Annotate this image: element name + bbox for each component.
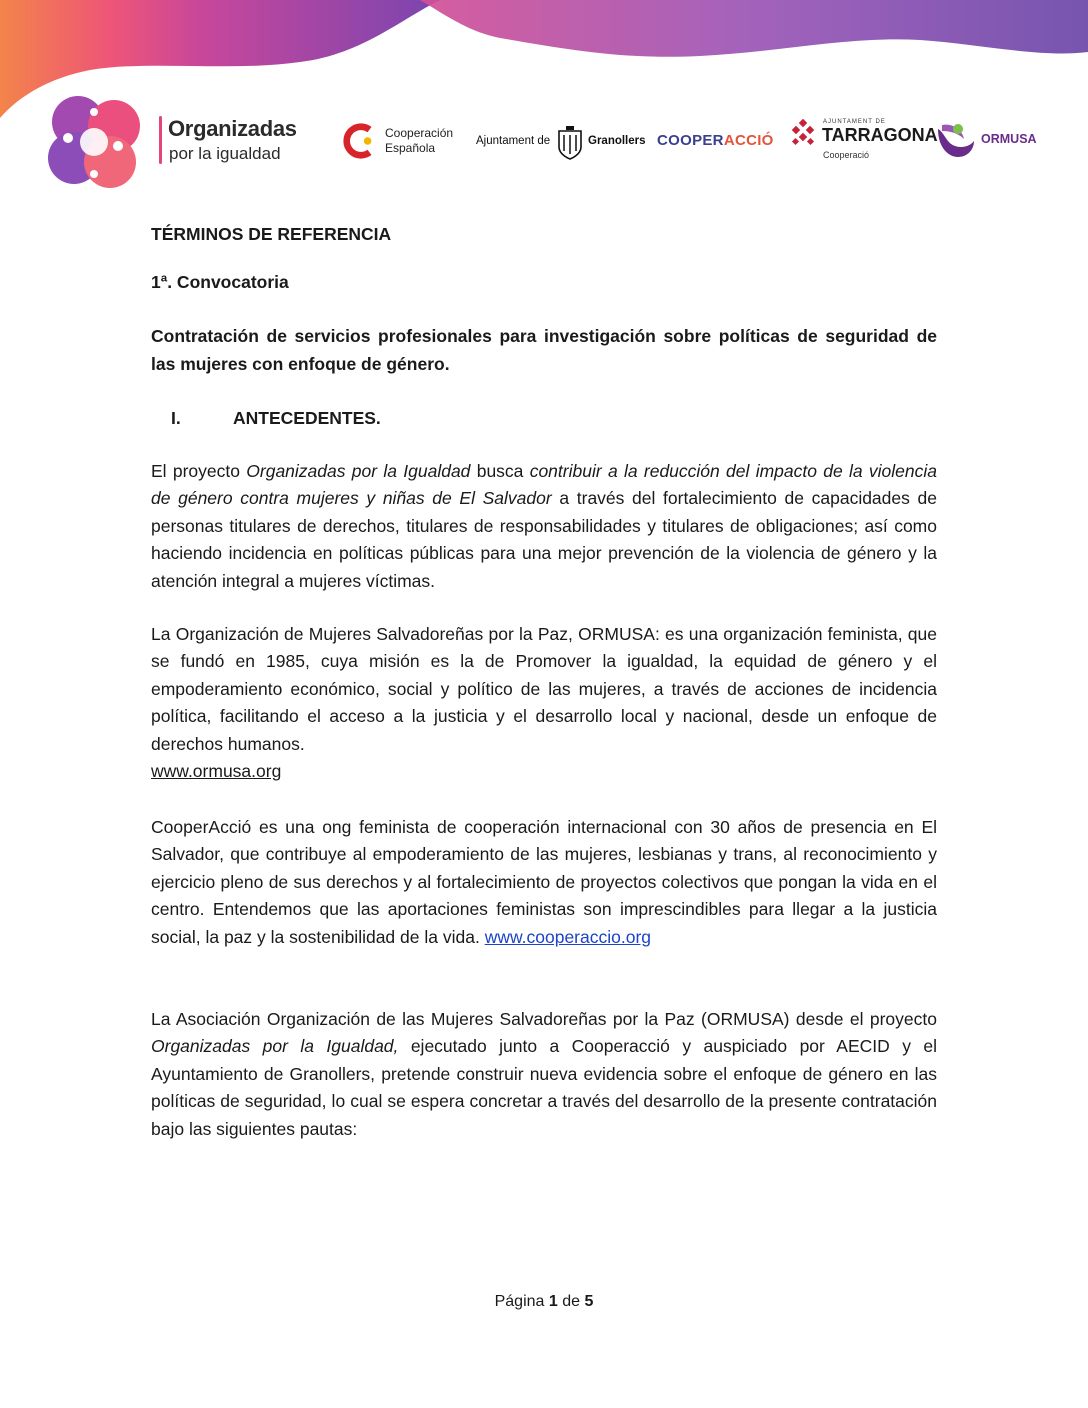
granollers-right-text: Granollers [588, 135, 646, 147]
ormusa-logo [934, 119, 1054, 163]
paragraph-ormusa [151, 621, 937, 785]
logo-divider [159, 116, 162, 164]
logo-title: Organizadas [168, 116, 297, 141]
doc-title: TÉRMINOS DE REFERENCIA [151, 224, 392, 244]
doc-convocatoria: 1ª. Convocatoria [151, 272, 289, 292]
p4-text-2: ejecutado junto a Cooperacció y auspiciado por AECID y el Ayuntamiento de Granollers, pretende construir nueva evidencia sobre el enfoque de género en las políticas de seguridad, lo cual se espera concretar a través del desarrollo de la presente contratación bajo las siguientes pautas: [151, 1036, 937, 1139]
p2-text: La Organización de Mujeres Salvadoreñas por la Paz, ORMUSA: es una organización feminista, que se fundó en 1985, cuya misión es la de Promover la igualdad, la equidad de género y el empoderamiento económico, social y político de las mujeres, a través de acciones de incidencia política, facilitando el acceso a la justicia y el desarrollo local y nacional, desde un enfoque de derechos humanos. [151, 624, 937, 754]
cooperaccio-part1: COOPER [657, 132, 724, 149]
p1-text-2: busca [470, 461, 530, 481]
cooperacion-line1: Cooperación [385, 126, 454, 140]
section-number: I. [171, 408, 181, 428]
footer-middle: de [557, 1293, 585, 1310]
section-heading [171, 408, 381, 429]
tarragona-small-text: AJUNTAMENT DE [823, 119, 886, 125]
organizadas-logo [38, 86, 318, 198]
paragraph-asociacion [151, 1006, 937, 1143]
tarragona-mark-icon [789, 119, 817, 147]
page-footer [0, 1293, 1088, 1311]
granollers-left-text: Ajuntament de [476, 135, 551, 147]
p4-text-1: La Asociación Organización de las Mujeres Salvadoreñas por la Paz (ORMUSA) desde el proyecto [151, 1009, 937, 1029]
tarragona-sub: Cooperació [823, 150, 870, 160]
p1-italic-1: Organizadas por la Igualdad [246, 461, 471, 481]
granollers-crest-icon [556, 125, 584, 161]
cooperaccio-link[interactable]: www.cooperaccio.org [484, 926, 652, 947]
ormusa-mark-icon [934, 119, 976, 161]
paragraph-cooperaccio [151, 814, 937, 951]
ormusa-link[interactable]: www.ormusa.org [151, 761, 282, 782]
p4-italic-1: Organizadas por la Igualdad, [151, 1036, 399, 1057]
p3-text: CooperAcció es una ong feminista de cooperación internacional con 30 años de presencia en El Salvador, que contribuye al empoderamiento de las mujeres, lesbianas y trans, al reconocimiento y ejercicio pleno de sus derechos y al fortalecimiento de proyectos colectivos que pongan la vida en el centro. Entendemos que las aportaciones feministas son imprescindibles para llegar a la justicia social, la paz y la sostenibilidad de la vida. [151, 817, 937, 947]
footer-prefix: Página [494, 1293, 549, 1310]
footer-page-current: 1 [548, 1293, 558, 1310]
section-title: ANTECEDENTES. [233, 408, 381, 428]
cooperacion-espanola-logo [341, 120, 466, 164]
cooperacion-espanola-icon [341, 122, 379, 160]
p1-italic-2: contribuir a la reducción del impacto de la violencia de género contra mujeres y niñas de El Salvador [151, 461, 938, 509]
cooperaccio-part2: ACCIÓ [723, 132, 774, 149]
cooperacion-line2: Española [385, 141, 436, 155]
granollers-logo [476, 125, 646, 161]
ormusa-name: ORMUSA [981, 132, 1037, 146]
p1-text-3: a través del fortalecimiento de capacidades de personas titulares de derechos, titulares de responsabilidades y titulares de obligaciones; así como haciendo incidencia en políticas públicas para una mejor prevención de la violencia de género y la atención integral a mujeres víctimas. [151, 488, 937, 591]
logo-subtitle: por la igualdad [169, 144, 281, 163]
p1-text-1: El proyecto [151, 461, 247, 481]
tarragona-logo [789, 117, 938, 165]
tarragona-name: TARRAGONA [822, 125, 938, 145]
doc-subject: Contratación de servicios profesionales para investigación sobre políticas de seguridad de las mujeres con enfoque de género. [151, 326, 937, 374]
organizadas-flower-icon [38, 86, 150, 198]
footer-page-total: 5 [584, 1293, 594, 1310]
cooperaccio-logo [657, 132, 774, 149]
paragraph-project [151, 458, 937, 595]
